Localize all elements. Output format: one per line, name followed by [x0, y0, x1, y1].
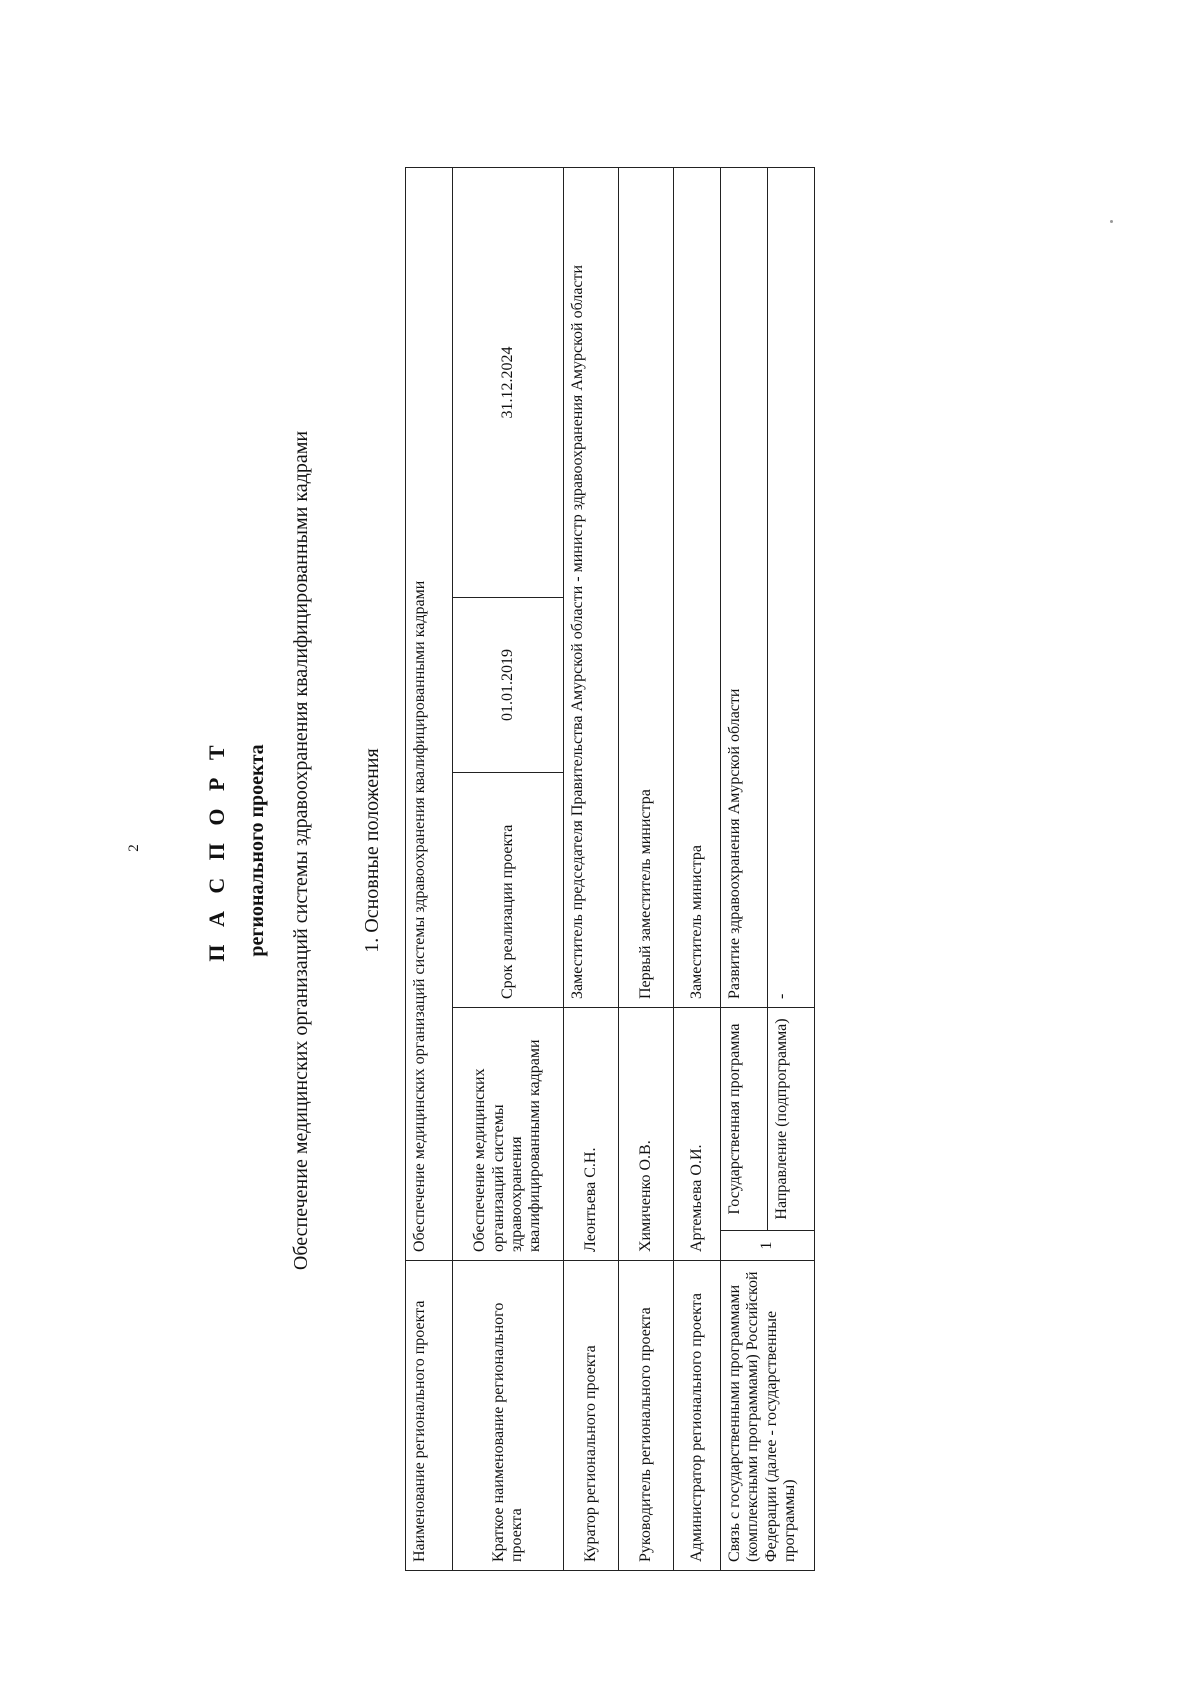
direction-label: Направление (подпрограмма): [768, 1008, 815, 1231]
passport-title: П А С П О Р Т: [204, 739, 229, 962]
passport-table: [405, 167, 815, 1571]
row-number: 1: [721, 1231, 815, 1261]
section-heading: 1. Основные положения: [361, 748, 383, 953]
table-row: [619, 168, 674, 1571]
page-number: 2: [126, 844, 142, 852]
short-name-value: Обеспечение медицинских организаций системы здравоохранения квалифицированными кадрами: [453, 1008, 564, 1261]
curator-label: Куратор регионального проекта: [564, 1261, 619, 1571]
short-name-label: Краткое наименование регионального проекта: [453, 1261, 564, 1571]
project-name-value: Обеспечение медицинских организаций системы здравоохранения квалифицированными кадрами: [406, 168, 453, 1261]
table-row: [674, 168, 721, 1571]
term-end: 31.12.2024: [453, 168, 564, 598]
head-position: Первый заместитель министра: [619, 168, 674, 1008]
project-name-label: Наименование регионального проекта: [406, 1261, 453, 1571]
admin-label: Администратор регионального проекта: [674, 1261, 721, 1571]
head-name: Химиченко О.В.: [619, 1008, 674, 1261]
term-label: Срок реализации проекта: [453, 773, 564, 1008]
term-start: 01.01.2019: [453, 598, 564, 773]
head-label: Руководитель регионального проекта: [619, 1261, 674, 1571]
table-row: [721, 168, 768, 1571]
state-program-value: Развитие здравоохранения Амурской области: [721, 168, 768, 1008]
scan-artifact: [1110, 220, 1113, 223]
passport-subtitle: регионального проекта: [246, 744, 268, 957]
admin-position: Заместитель министра: [674, 168, 721, 1008]
table-row: [564, 168, 619, 1571]
table-row: [453, 168, 564, 1571]
project-title: Обеспечение медицинских организаций системы здравоохранения квалифицированными кадрами: [290, 430, 312, 1271]
admin-name: Артемьева О.И.: [674, 1008, 721, 1261]
state-program-label: Государственная программа: [721, 1008, 768, 1231]
curator-position: Заместитель председателя Правительства Амурской области - министр здравоохранения Амурской области: [564, 168, 619, 1008]
programs-link-label: Связь с государственными программами (комплексными программами) Российской Федерации (далее - государственные программы): [721, 1261, 815, 1571]
curator-name: Леонтьева С.Н.: [564, 1008, 619, 1261]
direction-value: -: [768, 168, 815, 1008]
table-row: [406, 168, 453, 1571]
